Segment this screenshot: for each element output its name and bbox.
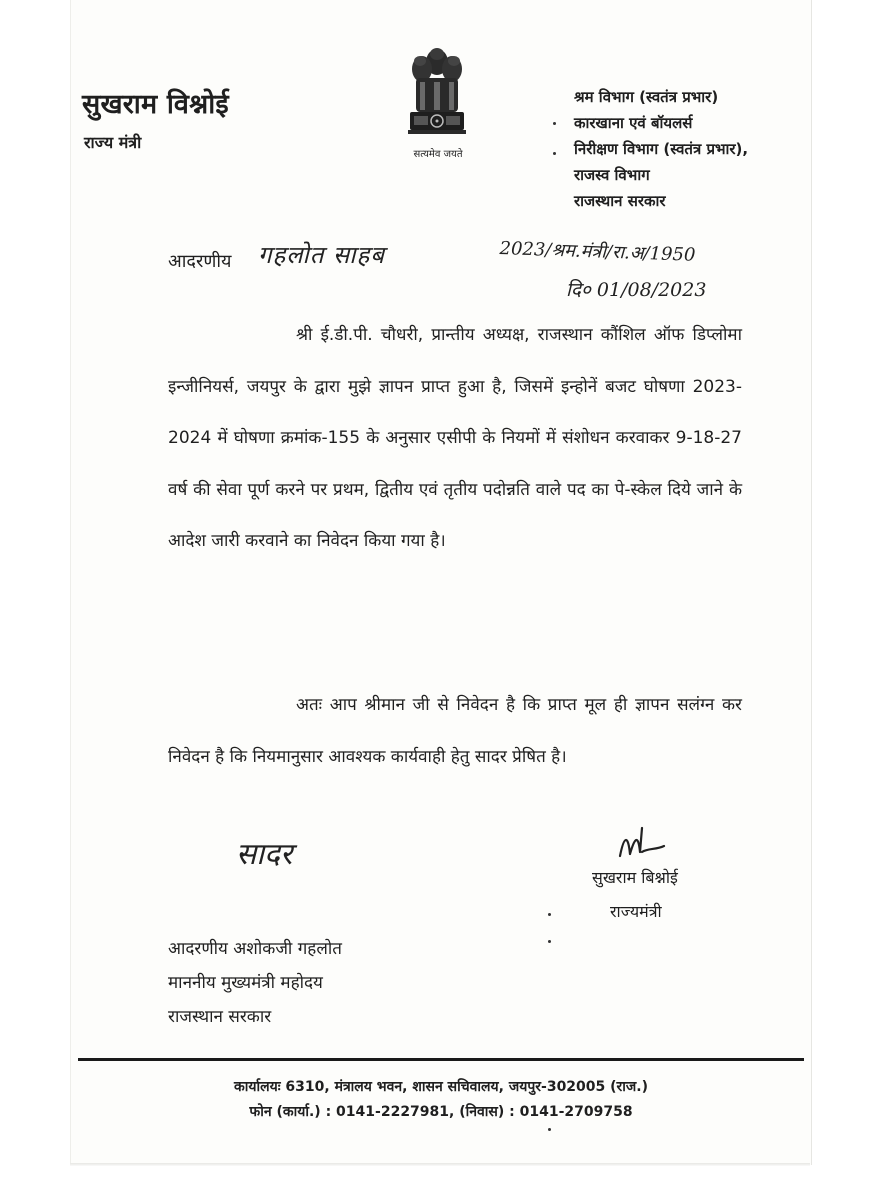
footer-divider: [78, 1058, 804, 1061]
emblem-motto: सत्यमेव जयते: [413, 149, 463, 160]
bullet-dot: [553, 122, 556, 125]
signature-mark: [612, 826, 672, 866]
minister-name: सुखराम विश्नोई: [82, 89, 229, 120]
paper-bottom-edge: [70, 1163, 810, 1166]
department-line: राजस्व विभाग: [574, 166, 650, 184]
signer-name: सुखराम बिश्नोई: [592, 868, 678, 887]
footer: [78, 1075, 804, 1125]
salutation: आदरणीय: [168, 251, 232, 272]
handwritten-addressee: गहलोत साहब: [258, 241, 385, 269]
signer-title: राज्यमंत्री: [610, 902, 662, 921]
bullet-dot: [548, 913, 551, 916]
minister-designation: राज्य मंत्री: [84, 133, 142, 152]
body-paragraph-1: श्री ई.डी.पी. चौधरी, प्रान्तीय अध्यक्ष, राजस्थान कौंशिल ऑफ डिप्लोमा इन्जीनियर्स, जयपुर के द्वारा मुझे ज्ञापन प्राप्त हुआ है, जिसमें इन्होनें बजट घोषणा 2023-2024 में घोषणा क्रमांक-155 के अनुसार एसीपी के नियमों में संशोधन करवाकर 9-18-27 वर्ष की सेवा पूर्ण करने पर प्रथम, द्वितीय एवं तृतीय पदोन्नति वाले पद का पे-स्केल दिये जाने के आदेश जारी करवाने का निवेदन किया गया है।: [168, 325, 742, 551]
footer-office-address: कार्यालयः 6310, मंत्रालय भवन, शासन सचिवालय, जयपुर-302005 (राज.): [233, 1079, 649, 1095]
addressee-block: [168, 932, 342, 1034]
handwritten-date: दि० 01/08/2023: [566, 279, 707, 301]
department-line: श्रम विभाग (स्वतंत्र प्रभार): [574, 88, 719, 106]
bullet-dot: [548, 1128, 551, 1131]
addressee-line: राजस्थान सरकार: [168, 1007, 272, 1027]
footer-phone: फोन (कार्या.) : 0141-2227981, (निवास) : 0141-2709758: [249, 1104, 633, 1120]
department-line: राजस्थान सरकार: [574, 192, 666, 210]
handwritten-reference-number: 2023/श्रम.मंत्री/रा.अ/1950: [499, 237, 696, 266]
bullet-dot: [548, 940, 551, 943]
department-line: कारखाना एवं बॉयलर्स: [574, 114, 693, 132]
handwritten-sadar: सादर: [236, 837, 293, 872]
body-paragraph-2: अतः आप श्रीमान जी से निवेदन है कि प्राप्त मूल ही ज्ञापन सलंग्न कर निवेदन है कि नियमानुसार आवश्यक कार्यवाही हेतु सादर प्रेषित है।: [168, 695, 742, 767]
department-block: [574, 84, 748, 214]
department-line: निरीक्षण विभाग (स्वतंत्र प्रभार),: [574, 140, 749, 158]
addressee-line: आदरणीय अशोकजी गहलोत: [168, 939, 342, 959]
addressee-line: माननीय मुख्यमंत्री महोदय: [168, 973, 323, 993]
bullet-dot: [553, 152, 556, 155]
